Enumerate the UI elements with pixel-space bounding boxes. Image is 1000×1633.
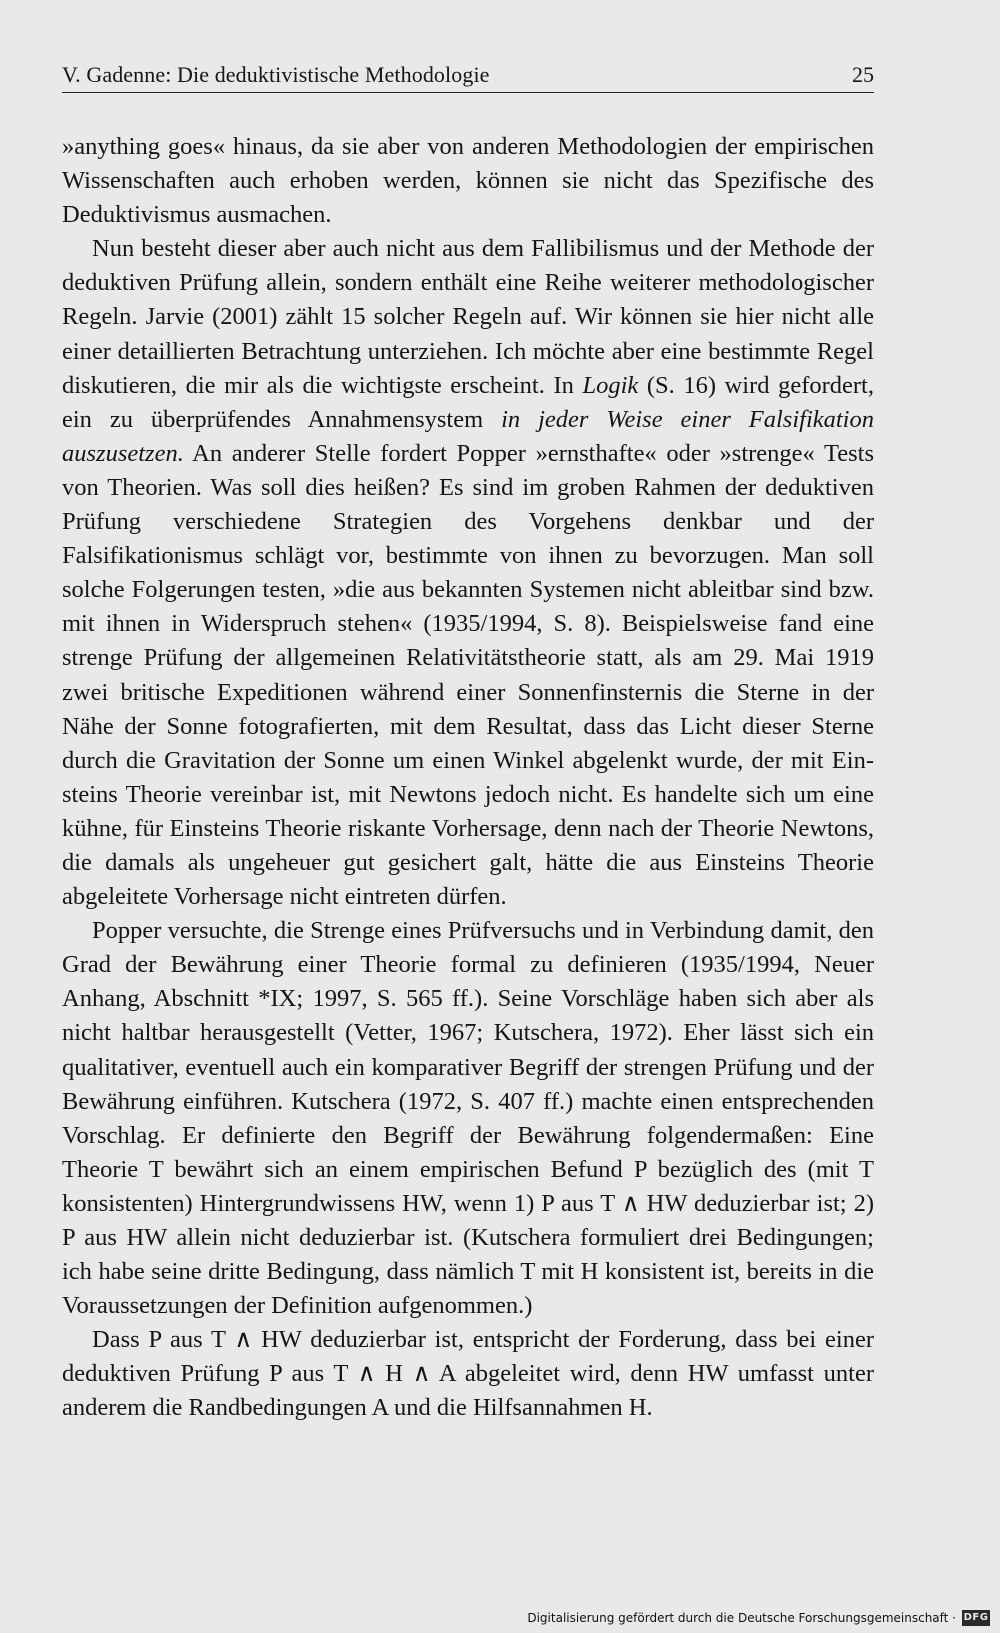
paragraph-text: An anderer Stelle fordert Popper »ernsthafte« oder »strenge« Tests von Theorien. Was soll dies heißen? Es sind im groben Rahmen der deduktiven Prüfung verschiedene Strategien des Vorgehens denkbar und der Falsifikationismus schlägt vor, bestimmte von ihnen zu bevorzugen. Man soll solche Folgerungen testen, »die aus bekannten Systemen nicht ableitbar sind bzw. mit ihnen in Widerspruch stehen« (1935/1994, S. 8). Beispielsweise fand eine strenge Prüfung der allgemeinen Relativitätstheorie statt, als am 29. Mai 1919 zwei britische Expeditionen während einer Sonnenfinsternis die Sterne in der Nähe der Sonne fotografierten, mit dem Resultat, dass das Licht dieser Sterne durch die Gravitation der Sonne um einen Winkel abgelenkt wurde, der mit Einsteins Theorie vereinbar ist, mit Newtons jedoch nicht. Es handelte sich um eine kühne, für Einsteins Theorie riskante Vorhersage, denn nach der Theorie Newtons, die damals als ungeheuer gut gesichert galt, hätte die aus Einsteins Theorie abgeleitete Vorhersage nicht eintreten dürfen. [62,439,874,911]
italic-text: Logik [582,371,639,399]
paragraph [62,1323,874,1425]
paragraph-text: Dass P aus T ∧ HW deduzierbar ist, entspricht der Forderung, dass bei einer deduktiven Prüfung P aus T ∧ H ∧ A abgeleitet wird, denn HW umfasst unter anderem die Randbedingungen A und die Hilfsannahmen H. [62,1326,874,1422]
dfg-logo: DFG [962,1610,990,1626]
running-head [62,60,874,94]
digitization-credit [527,1607,990,1629]
paragraph [62,232,874,914]
credit-text: Digitalisierung gefördert durch die Deutsche Forschungsgemeinschaft · [527,1611,956,1625]
header-rule [62,92,874,93]
paragraph-text: Popper versuchte, die Strenge eines Prüfversuchs und in Verbindung damit, den Grad der Bewährung einer Theorie formal zu definieren (1935/1994, Neuer Anhang, Abschnitt *IX; 1997, S. 565 ff.). Seine Vorschläge haben sich aber als nicht haltbar herausgestellt (Vetter, 1967; Kutschera, 1972). Eher lässt sich ein qualitativer, eventuell auch ein komparativer Begriff der strengen Prüfung und der Bewährung einführen. Kutschera (1972, S. 407 ff.) machte einen entsprechenden Vorschlag. Er definierte den Begriff der Bewährung folgendermaßen: Eine Theorie T bewährt sich an einem empirischen Befund P bezüglich des (mit T konsistenten) Hintergrundwissens HW, wenn 1) P aus T ∧ HW deduzierbar ist; 2) P aus HW allein nicht deduzierbar ist. (Kutschera formuliert drei Bedingungen; ich habe seine dritte Bedingung, dass nämlich T mit H konsistent ist, bereits in die Voraussetzungen der Definition aufgenommen.) [62,917,874,1320]
italic-text: in jeder Weise einer Falsifikation auszusetzen. [62,405,874,467]
paragraph-text: »anything goes« hinaus, da sie aber von anderen Methodologien der empirischen Wissenschaften auch erhoben werden, können sie nicht das Spezifische des Deduktivismus ausmachen. [62,133,874,229]
body-text [62,130,874,1426]
paragraph [62,130,874,232]
paragraph-text: Nun besteht dieser aber auch nicht aus dem Fallibilismus und der Methode der deduktiven Prüfung allein, sondern enthält eine Reihe weiterer methodologischer Regeln. Jarvie (2001) zählt 15 solcher Regeln auf. Wir können sie hier nicht alle einer detaillierten Betrachtung unterziehen. Ich möchte aber eine bestimmte Regel diskutieren, die mir als die wichtigste erscheint. In [62,235,874,399]
paragraph [62,914,874,1323]
paragraph-text: (S. 16) wird gefordert, ein zu überprüfendes Annahmensystem [62,371,874,433]
page-number: 25 [852,62,874,87]
running-head-title: V. Gadenne: Die deduktivistische Methodologie [62,62,490,87]
